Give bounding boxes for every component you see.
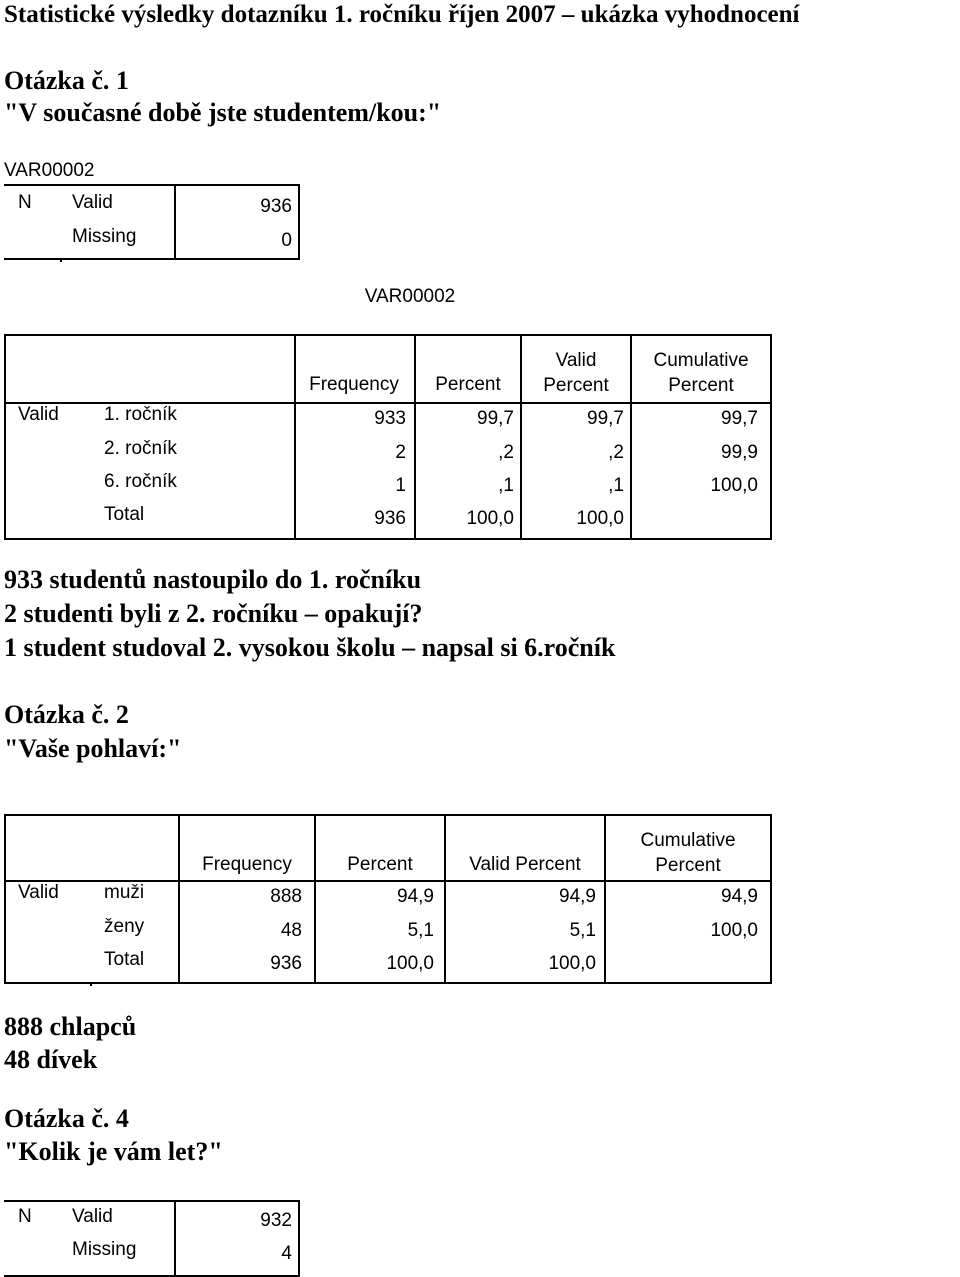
- question-1-heading: Otázka č. 1: [4, 66, 129, 95]
- note-line: 1 student studoval 2. vysokou školu – napsal si 6.ročník: [4, 633, 616, 662]
- header-valid-percent: Valid Percent: [543, 350, 609, 396]
- stats-valid-label: Valid: [72, 1206, 113, 1227]
- cell-frequency: 2: [395, 442, 406, 463]
- stats-valid-value: 936: [260, 196, 292, 217]
- cell-frequency: 936: [270, 953, 302, 974]
- header-frequency: Frequency: [202, 854, 292, 875]
- cell-valid-percent: 99,7: [587, 408, 624, 429]
- cell-frequency: 1: [395, 475, 406, 496]
- row-label: ženy: [104, 916, 145, 937]
- question-4-text: "Kolik je vám let?": [4, 1137, 223, 1166]
- header-cumulative-percent: Cumulative Percent: [640, 830, 736, 876]
- row-label-total: Total: [104, 504, 145, 525]
- page-title: Statistické výsledky dotazníku 1. ročníku říjen 2007 – ukázka vyhodnocení: [4, 1, 800, 28]
- cell-frequency: 933: [374, 408, 406, 429]
- row-label: 1. ročník: [104, 404, 177, 425]
- cell-cumulative-percent: 94,9: [721, 886, 758, 907]
- cell-valid-percent: ,2: [608, 442, 624, 463]
- cell-cumulative-percent: 99,7: [721, 408, 758, 429]
- question-1-text: "V současné době jste studentem/kou:": [4, 98, 442, 127]
- cell-frequency: 936: [374, 508, 406, 529]
- cell-cumulative-percent: 100,0: [710, 475, 758, 496]
- group-label-valid: Valid: [18, 404, 59, 425]
- cell-percent: ,1: [498, 475, 514, 496]
- question-4-heading: Otázka č. 4: [4, 1104, 129, 1133]
- stats-n-label: N: [18, 1206, 32, 1227]
- cell-valid-percent: 94,9: [559, 886, 596, 907]
- freq-table-title: VAR00002: [364, 286, 456, 307]
- stats-valid-label: Valid: [72, 192, 113, 213]
- cell-valid-percent: 100,0: [576, 508, 624, 529]
- note-line: 2 studenti byli z 2. ročníku – opakují?: [4, 599, 423, 628]
- note-line: 48 dívek: [4, 1045, 98, 1074]
- group-label-valid: Valid: [18, 882, 59, 903]
- cell-cumulative-percent: 100,0: [710, 920, 758, 941]
- header-frequency: Frequency: [309, 374, 399, 395]
- cell-frequency: 48: [280, 920, 302, 941]
- cell-percent: 100,0: [386, 953, 434, 974]
- question-2-heading: Otázka č. 2: [4, 700, 129, 729]
- cell-percent: 100,0: [466, 508, 514, 529]
- stats-var-label: VAR00002: [4, 160, 95, 181]
- row-label: 6. ročník: [104, 471, 177, 492]
- row-label-total: Total: [104, 949, 145, 970]
- cell-percent: 99,7: [477, 408, 514, 429]
- question-2-text: "Vaše pohlaví:": [4, 734, 182, 763]
- cell-valid-percent: 100,0: [548, 953, 596, 974]
- row-label: muži: [104, 882, 145, 903]
- cell-frequency: 888: [270, 886, 302, 907]
- note-line: 933 studentů nastoupilo do 1. ročníku: [4, 565, 422, 594]
- stats-missing-value: 4: [281, 1243, 292, 1264]
- header-percent: Percent: [435, 374, 501, 395]
- cell-valid-percent: 5,1: [569, 920, 596, 941]
- stats-valid-value: 932: [260, 1210, 292, 1231]
- cell-cumulative-percent: 99,9: [721, 442, 758, 463]
- cell-percent: 94,9: [397, 886, 434, 907]
- row-label: 2. ročník: [104, 438, 177, 459]
- cell-percent: 5,1: [407, 920, 434, 941]
- stats-missing-label: Missing: [72, 226, 137, 247]
- stats-missing-value: 0: [281, 230, 292, 251]
- cell-percent: ,2: [498, 442, 514, 463]
- note-line: 888 chlapců: [4, 1012, 137, 1041]
- stats-n-label: N: [18, 192, 32, 213]
- stats-missing-label: Missing: [72, 1239, 137, 1260]
- header-cumulative-percent: Cumulative Percent: [653, 350, 749, 396]
- header-valid-percent: Valid Percent: [469, 854, 581, 875]
- header-percent: Percent: [347, 854, 413, 875]
- cell-valid-percent: ,1: [608, 475, 624, 496]
